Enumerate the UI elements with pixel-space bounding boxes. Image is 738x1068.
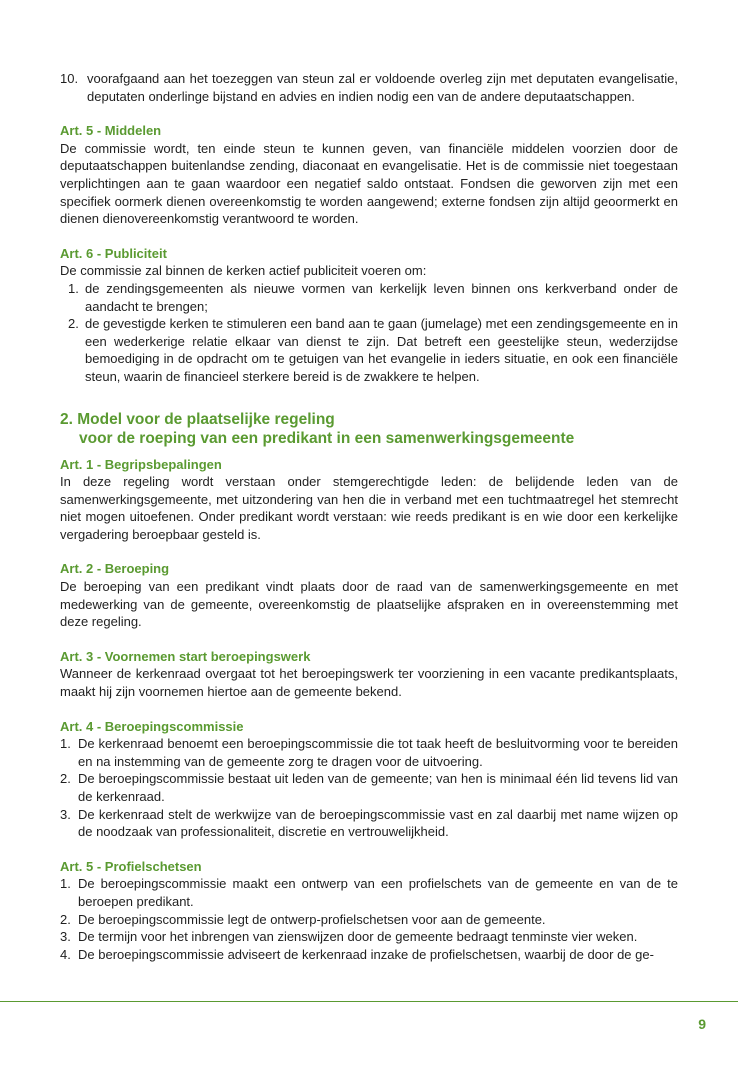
list-text: voorafgaand aan het toezeggen van steun zal er voldoende overleg zijn met deputaten evangelisatie, deputaten onderlinge bijstand en advies en indien nodig een van de andere deputaatschappen. bbox=[87, 71, 678, 104]
list-number: 1. bbox=[60, 736, 71, 752]
list-text: De kerkenraad benoemt een beroepingscommissie die tot taak heeft de besluitvorming voor te bereiden en na instemming van de gemeente zorg te dragen voor de uitvoering. bbox=[78, 736, 678, 769]
article-list bbox=[60, 280, 678, 386]
list-number: 4. bbox=[60, 946, 71, 962]
article-text: In deze regeling wordt verstaan onder stemgerechtigde leden: de belijdende leden van de samenwerkingsgemeente, met uitzondering van hen die in verband met een tuchtmaatregel het stemrecht niet mogen uitoefenen. Onder predikant wordt verstaan: wie reeds predikant is en wie door een kerkelijke vergadering beroepbaar gesteld is. bbox=[60, 474, 678, 542]
list-text: De beroepingscommissie legt de ontwerp-profielschetsen voor aan de gemeente. bbox=[78, 911, 546, 927]
list-text: De beroepingscommissie bestaat uit leden van de gemeente; van hen is minimaal één lid tevens lid van de kerkenraad. bbox=[78, 771, 678, 804]
article-heading: Art. 1 - Begripsbepalingen bbox=[60, 456, 222, 472]
list-number: 1. bbox=[68, 280, 79, 296]
list-text: De beroepingscommissie maakt een ontwerp van een profielschets van de gemeente en van de te beroepen predikant. bbox=[78, 876, 678, 909]
list-item bbox=[60, 70, 678, 105]
article-heading: Art. 2 - Beroeping bbox=[60, 561, 170, 577]
list-text: De kerkenraad stelt de werkwijze van de beroepingscommissie vast en zal daarbij met name wijzen op de noodzaak van professionaliteit, discretie en vertrouwelijkheid. bbox=[78, 806, 678, 840]
list-item bbox=[60, 315, 678, 385]
list-number: 3. bbox=[60, 929, 71, 945]
list-text: de zendingsgemeenten als nieuwe vormen van kerkelijk leven binnen ons kerkverband onder de aandacht te brengen; bbox=[85, 280, 678, 314]
list-item bbox=[60, 911, 678, 929]
article-list bbox=[60, 875, 678, 963]
list-number: 1. bbox=[60, 876, 71, 892]
page-content bbox=[60, 70, 678, 963]
list-item bbox=[60, 280, 678, 315]
list-number: 2. bbox=[60, 771, 71, 787]
list-item bbox=[60, 946, 678, 964]
list-text: De beroepingscommissie adviseert de kerkenraad inzake de profielschetsen, waarbij de door de ge- bbox=[78, 946, 654, 962]
list-text: De termijn voor het inbrengen van zienswijzen door de gemeente bedraagt tenminste vier weken. bbox=[78, 929, 638, 945]
article-intro: De commissie zal binnen de kerken actief publiciteit voeren om: bbox=[60, 263, 427, 279]
section-title bbox=[60, 410, 678, 448]
article-heading: Art. 3 - Voornemen start beroepingswerk bbox=[60, 648, 311, 664]
list-item bbox=[60, 928, 678, 946]
article-text: Wanneer de kerkenraad overgaat tot het beroepingswerk ter voorziening in een vacante predikantsplaats, maakt hij zijn voornemen hiertoe aan de gemeente bekend. bbox=[60, 666, 678, 700]
list-number: 2. bbox=[68, 316, 79, 332]
list-item bbox=[60, 770, 678, 805]
list-text: de gevestigde kerken te stimuleren een band aan te gaan (jumelage) met een zendingsgemeente en in een wederkerige relatie elkaar van dienst te zijn. Dat betreft een geestelijke steun, wederzijdse bemoediging in de opdracht om te getuigen van het evangelie in ieders situatie, en ook een financiële steun, waarin de financieel sterkere bereid is de zwakkere te helpen. bbox=[85, 316, 678, 384]
footer-divider bbox=[0, 1001, 738, 1002]
article-heading: Art. 5 - Profielschetsen bbox=[60, 858, 202, 874]
article-heading: Art. 4 - Beroepingscommissie bbox=[60, 718, 244, 734]
list-number: 10. bbox=[60, 71, 79, 86]
list-number: 3. bbox=[60, 806, 71, 822]
article-list bbox=[60, 735, 678, 841]
list-number: 2. bbox=[60, 911, 71, 927]
section-title-line2: voor de roeping van een predikant in een samenwerkingsgemeente bbox=[79, 429, 575, 447]
article-text: De commissie wordt, ten einde steun te kunnen geven, van financiële middelen voorzien door de deputaatschappen buitenlandse zending, diaconaat en evangelisatie. Het is de commissie niet toegestaan verplichtingen aan te gaan waardoor een negatief saldo ontstaat. Fondsen die geworven zijn met een specifiek oormerk dienen overeenkomstig te worden aangewend; externe fondsen zijn altijd geoormerkt en dienen dienovereenkomstig verantwoord te worden. bbox=[60, 140, 678, 227]
section-title-line1: 2. Model voor de plaatselijke regeling bbox=[60, 410, 335, 428]
list-item bbox=[60, 735, 678, 770]
article-heading: Art. 6 - Publiciteit bbox=[60, 245, 167, 261]
list-item bbox=[60, 875, 678, 910]
list-item bbox=[60, 806, 678, 841]
page-number: 9 bbox=[698, 1016, 706, 1032]
article-heading: Art. 5 - Middelen bbox=[60, 123, 162, 139]
article-text: De beroeping van een predikant vindt plaats door de raad van de samenwerkingsgemeente en met medewerking van de gemeente, overeenkomstig de plaatselijke afspraken en in overeenstemming met deze regeling. bbox=[60, 579, 678, 630]
